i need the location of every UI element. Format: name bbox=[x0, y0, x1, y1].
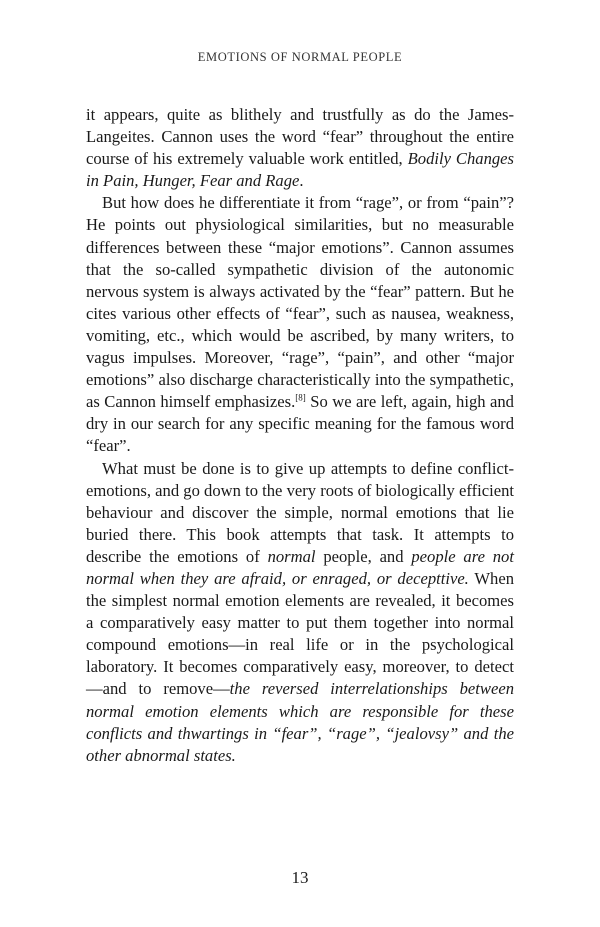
paragraph-2-text-a: But how does he differentiate it from “rage”, or from “pain”? He points out physiological similarities, but no measurable differences between these “major emotions”. Cannon assumes that the so-called sympathetic division of the autonomic nervous system is always activated by the “fear” pattern. But he cites various other effects of “fear”, such as nausea, weakness, vomiting, etc., which would be ascribed, by many writers, to vagus impulses. Moreover, “rage”, “pain”, and other “major emotions” also discharge characteristically into the sympathetic, as Cannon himself emphasizes. bbox=[86, 193, 514, 412]
paragraph-3-text-b: people, and bbox=[315, 546, 412, 566]
paragraph-2-text-b: So we are left, again, high and dry in our search for any specific meaning for the famous word “fear”. bbox=[86, 392, 514, 456]
body-text bbox=[86, 104, 514, 767]
running-head: EMOTIONS OF NORMAL PEOPLE bbox=[197, 50, 403, 64]
emphasis-reversed-interrelationships: the reversed interrelationships between normal emotion elements which are responsible for these conflicts and thwartings in “fear”, “rage”, “jealovsy” and the other abnormal states. bbox=[86, 679, 514, 765]
paragraph-3 bbox=[86, 458, 514, 767]
book-title-italic: Bodily Changes in Pain, Hunger, Fear and Rage bbox=[86, 149, 514, 191]
paragraph-2 bbox=[86, 192, 514, 457]
paragraph-1-text-b: . bbox=[299, 171, 304, 191]
paragraph-1 bbox=[86, 104, 514, 192]
paragraph-3-text-c: When the simplest normal emotion elements are revealed, it becomes a comparatively easy matter to put them together into normal compound emotions—in real life or in the psychological laboratory. It becomes comparatively easy, moreover, to detect—and to remove— bbox=[86, 568, 514, 699]
page-number: 13 bbox=[291, 868, 309, 887]
paragraph-1-text-a: it appears, quite as blithely and trustfully as do the James-Langeites. Cannon uses the word “fear” throughout the entire course of his extremely valuable work entitled, bbox=[86, 105, 514, 169]
emphasis-normal: normal bbox=[267, 546, 316, 566]
footnote-reference[interactable]: [8] bbox=[295, 392, 306, 403]
paragraph-3-text-a: What must be done is to give up attempts to define conflict-emotions, and go down to the very roots of biologically efficient behaviour and discover the simple, normal emotions that lie buried there. This book attempts that task. It attempts to describe the emotions of bbox=[86, 458, 514, 566]
emphasis-not-normal: people are not normal when they are afraid, or enraged, or decepttive. bbox=[86, 546, 514, 588]
